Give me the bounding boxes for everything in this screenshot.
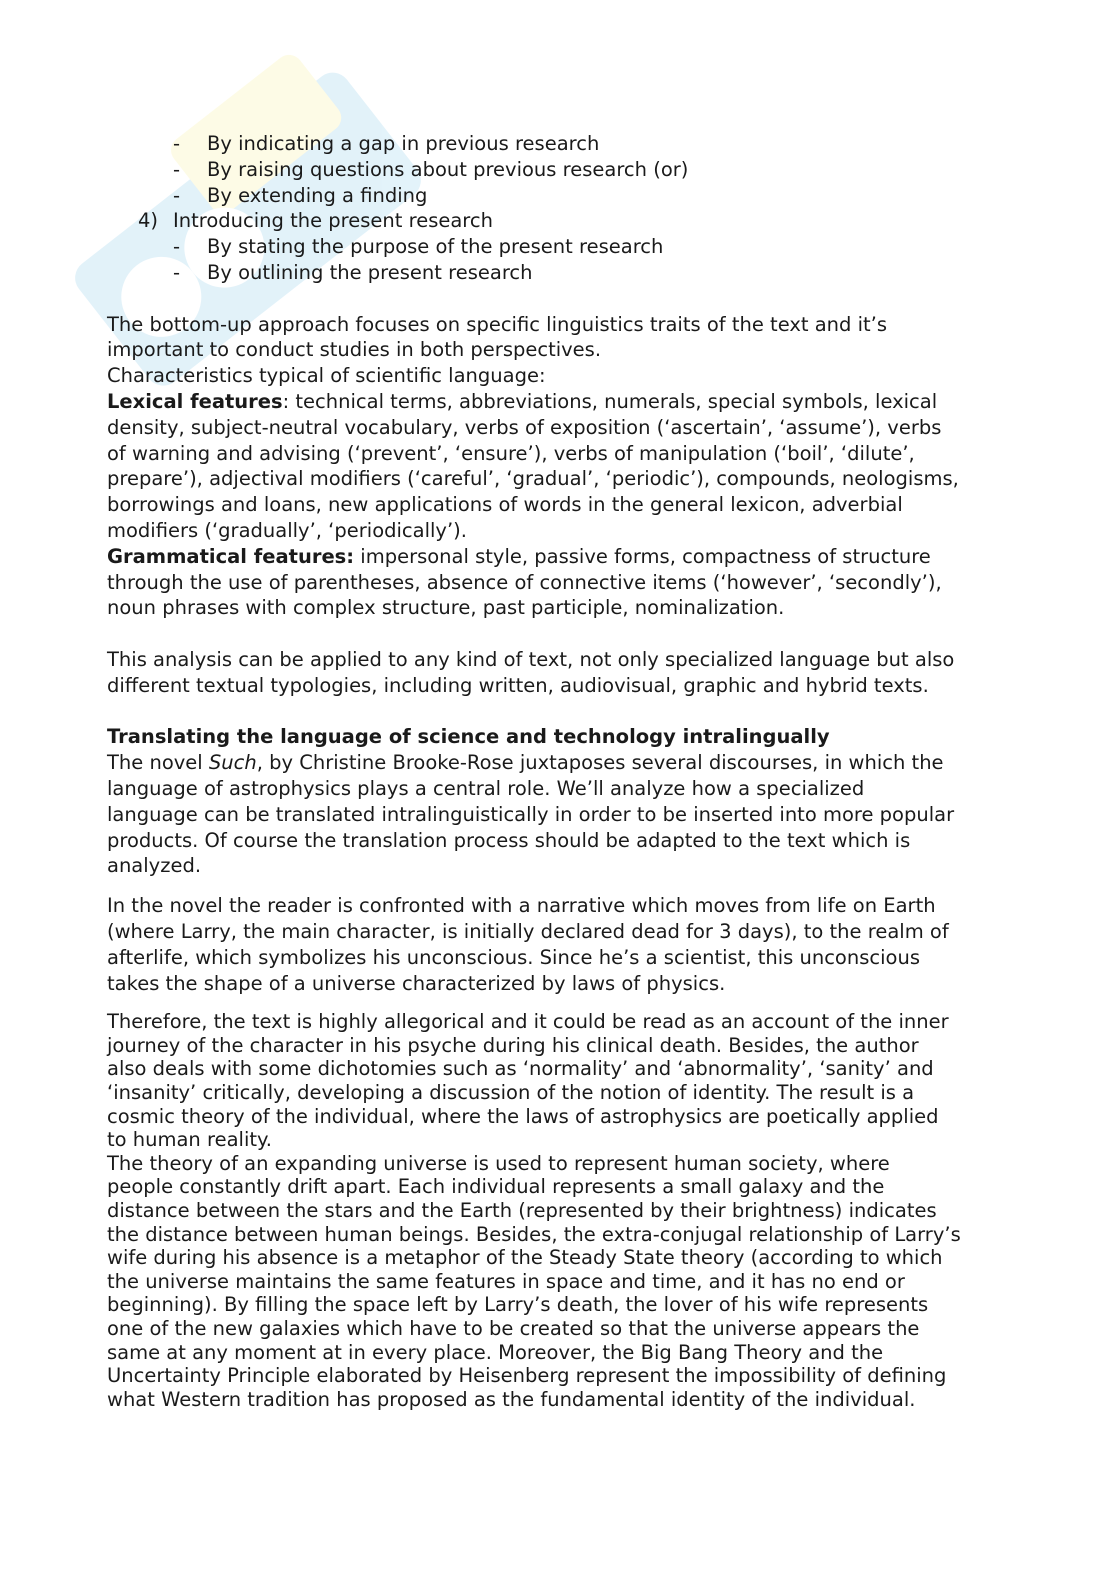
analysis-paragraph: This analysis can be applied to any kind of text, not only specialized language but also different textual typologies, including written, audiovisual, graphic and hybrid texts. bbox=[107, 647, 955, 697]
list-item: - By extending a finding bbox=[173, 183, 428, 207]
grammatical-features-paragraph: Grammatical features: impersonal style, passive forms, compactness of structure through the use of parentheses, absence of connective items (‘however’, ‘secondly’), noun phrases with complex structure, past participle, nominalization. bbox=[107, 544, 942, 620]
list-item: - By raising questions about previous research (or) bbox=[173, 157, 689, 181]
document-page bbox=[107, 131, 1012, 1411]
allegory-paragraph: Therefore, the text is highly allegorical and it could be read as an account of the inner journey of the character in his psyche during his clinical death. Besides, the author also deals with some dichotomies such as ‘normality’ and ‘abnormality’, ‘sanity’ and ‘insanity’ critically, developing a discussion of the notion of identity. The result is a cosmic theory of the individual, where the laws of astrophysics are poetically applied to human reality. The theory of an expanding universe is used to represent human society, where people constantly drift apart. Each individual represents a small galaxy and the distance between the stars and the Earth (represented by their brightness) indicates the distance between human beings. Besides, the extra-conjugal relationship of Larry’s wife during his absence is a metaphor of the Steady State theory (according to which the universe maintains the same features in space and time, and it has no end or beginning). By filling the space left by Larry’s death, the lover of his wife represents one of the new galaxies which have to be created so that the universe appears the same at any moment at in every place. Moreover, the Big Bang Theory and the Uncertainty Principle elaborated by Heisenberg represent the impossibility of defining what Western tradition has proposed as the fundamental identity of the individual. bbox=[107, 1010, 961, 1411]
numbered-list-item: 4) Introducing the present research bbox=[138, 209, 493, 233]
lexical-features-label: Lexical features bbox=[107, 389, 283, 413]
intro-paragraph: The bottom-up approach focuses on specific linguistics traits of the text and it’s important to conduct studies in both perspectives. Characteristics typical of scientific language: bbox=[107, 312, 888, 388]
list-item: - By indicating a gap in previous research bbox=[173, 132, 600, 155]
novel-title: Such bbox=[208, 751, 257, 775]
bullet-list-a bbox=[107, 131, 1012, 208]
section-heading: Translating the language of science and technology intralingually bbox=[107, 725, 830, 749]
bullet-list-b bbox=[107, 234, 1012, 286]
list-item: - By outlining the present research bbox=[173, 260, 533, 284]
list-item: - By stating the purpose of the present research bbox=[173, 235, 664, 259]
lexical-features-paragraph: Lexical features: technical terms, abbreviations, numerals, special symbols, lexical density, subject-neutral vocabulary, verbs of exposition (‘ascertain’, ‘assume’), verbs of warning and advising (‘prevent’, ‘ensure’), verbs of manipulation (‘boil’, ‘dilute’, prepare’), adjectival modifiers (‘careful’, ‘gradual’, ‘periodic’), compounds, neologisms, borrowings and loans, new applications of words in the general lexicon, adverbial modifiers (‘gradually’, ‘periodically’). bbox=[107, 389, 959, 542]
grammatical-features-label: Grammatical features: bbox=[107, 544, 355, 568]
reader-paragraph: In the novel the reader is confronted with a narrative which moves from life on Earth (where Larry, the main character, is initially declared dead for 3 days), to the realm of afterlife, which symbolizes his unconscious. Since he’s a scientist, this unconscious takes the shape of a universe characterized by laws of physics. bbox=[107, 894, 949, 995]
novel-paragraph: The novel Such, by Christine Brooke-Rose juxtaposes several discourses, in which the language of astrophysics plays a central role. We’ll analyze how a specialized language can be translated intralinguistically in order to be inserted into more popular products. Of course the translation process should be adapted to the text which is analyzed. bbox=[107, 751, 955, 878]
